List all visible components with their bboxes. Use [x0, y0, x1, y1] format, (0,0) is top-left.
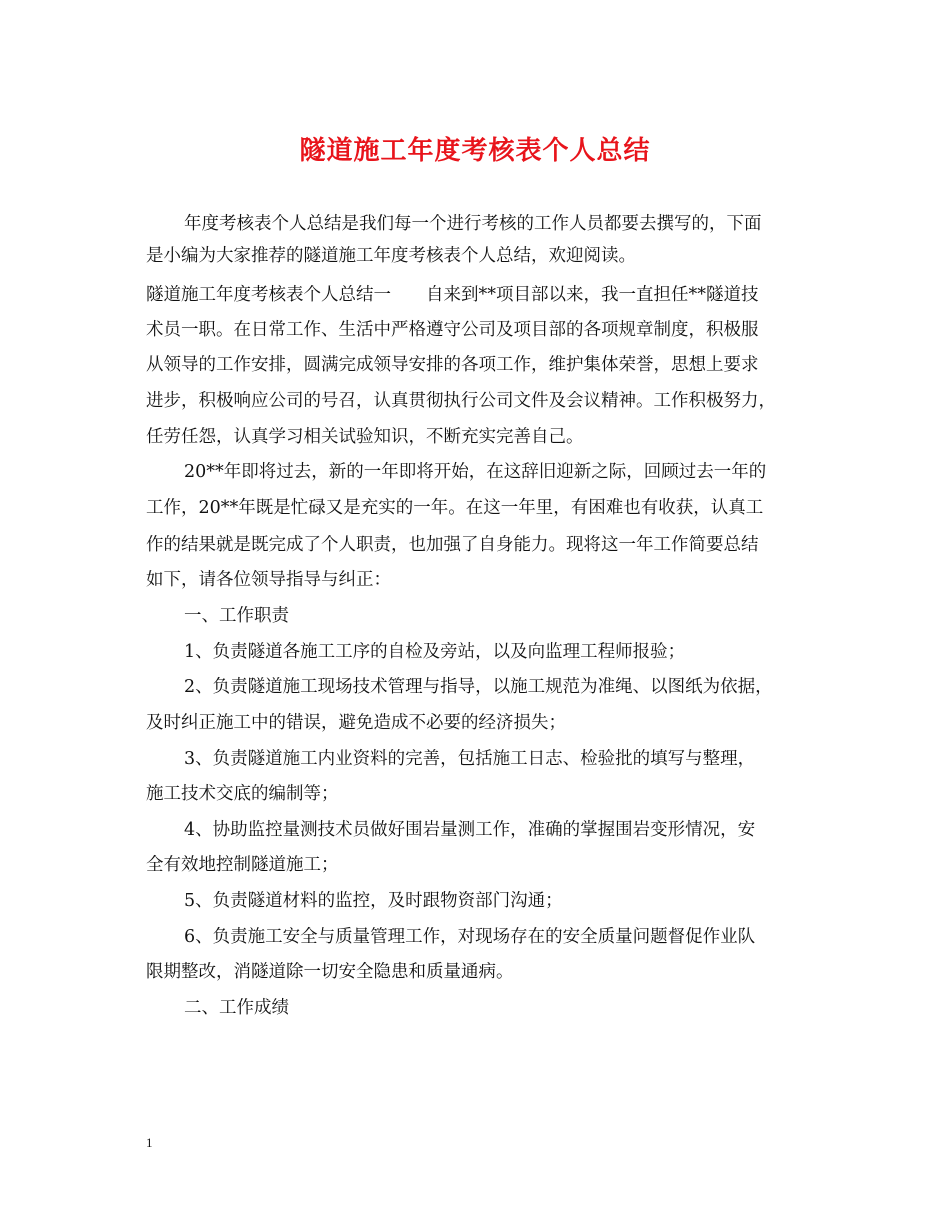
page-number: 1: [146, 1135, 153, 1150]
list-item: 5、负责隧道材料的监控，及时跟物资部门沟通；: [184, 891, 563, 911]
paragraph-line: 进步，积极响应公司的号召，认真贯彻执行公司文件及会议精神。工作积极努力，: [146, 391, 776, 411]
list-item-continuation: 限期整改，消隧道除一切安全隐患和质量通病。: [146, 962, 514, 982]
paragraph-line: 是小编为大家推荐的隧道施工年度考核表个人总结，欢迎阅读。: [146, 246, 636, 266]
paragraph-line: 工作，20**年既是忙碌又是充实的一年。在这一年里，有困难也有收获，认真工: [146, 498, 764, 518]
paragraph-line: 作的结果就是既完成了个人职责，也加强了自身能力。现将这一年工作简要总结: [146, 535, 759, 555]
list-item: 6、负责施工安全与质量管理工作，对现场存在的安全质量问题督促作业队: [184, 927, 756, 947]
paragraph-line: 从领导的工作安排，圆满完成领导安排的各项工作，维护集体荣誉，思想上要求: [146, 355, 759, 375]
list-item: 3、负责隧道施工内业资料的完善，包括施工日志、检验批的填写与整理，: [184, 749, 756, 769]
section-heading: 二、工作成绩: [184, 998, 289, 1018]
list-item-continuation: 全有效地控制隧道施工；: [146, 855, 339, 875]
paragraph-line: 隧道施工年度考核表个人总结一 自来到**项目部以来，我一直担任**隧道技: [146, 285, 759, 305]
list-item: 1、负责隧道各施工工序的自检及旁站，以及向监理工程师报验；: [184, 642, 686, 662]
list-item: 2、负责隧道施工现场技术管理与指导，以施工规范为准绳、以图纸为依据，: [184, 677, 773, 697]
paragraph-line: 年度考核表个人总结是我们每一个进行考核的工作人员都要去撰写的，下面: [184, 214, 762, 234]
paragraph-line: 如下，请各位领导指导与纠正：: [146, 570, 391, 590]
list-item-continuation: 施工技术交底的编制等；: [146, 784, 339, 804]
document-title: 隧道施工年度考核表个人总结: [299, 136, 651, 166]
paragraph-line: 任劳任怨，认真学习相关试验知识，不断充实完善自己。: [146, 427, 584, 447]
section-heading: 一、工作职责: [184, 606, 289, 626]
paragraph-line: 20**年即将过去，新的一年即将开始，在这辞旧迎新之际，回顾过去一年的: [184, 462, 767, 482]
list-item-continuation: 及时纠正施工中的错误，避免造成不必要的经济损失；: [146, 713, 566, 733]
paragraph-line: 术员一职。在日常工作、生活中严格遵守公司及项目部的各项规章制度，积极服: [146, 320, 759, 340]
list-item: 4、协助监控量测技术员做好围岩量测工作，准确的掌握围岩变形情况，安: [184, 820, 756, 840]
